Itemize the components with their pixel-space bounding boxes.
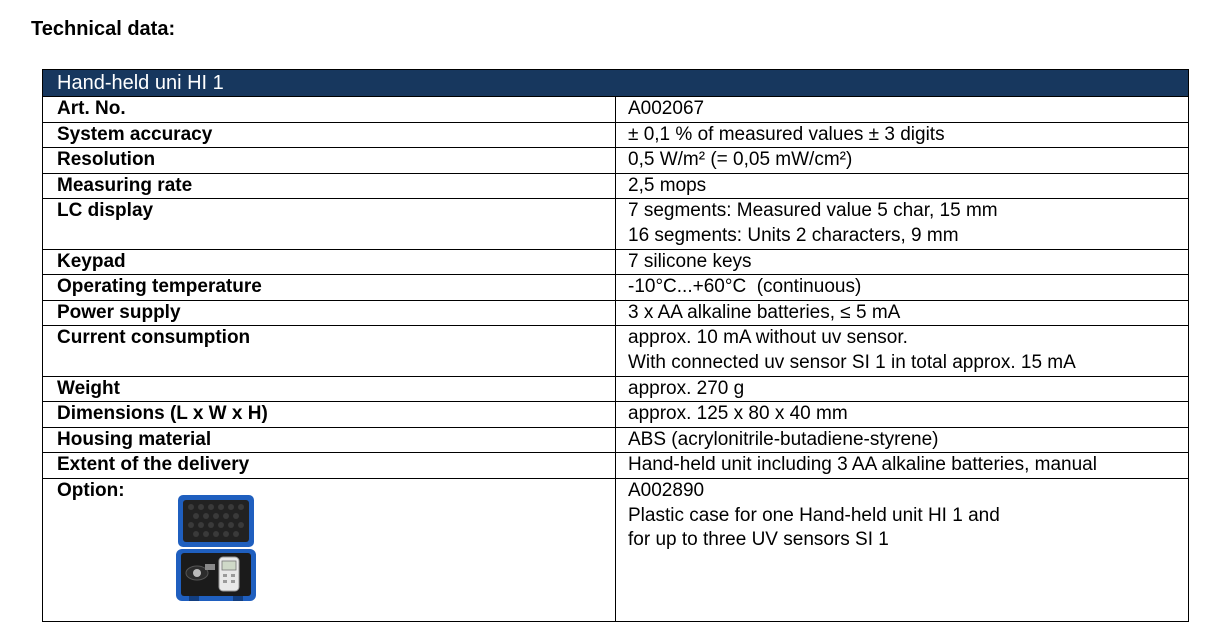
table-row bbox=[43, 453, 1189, 479]
table-row bbox=[43, 97, 1189, 123]
row-label-resolution: Resolution bbox=[43, 148, 616, 174]
value-line: With connected uv sensor SI 1 in total approx. 15 mA bbox=[628, 351, 1076, 373]
value-line: for up to three UV sensors SI 1 bbox=[628, 529, 889, 551]
table-title-row bbox=[43, 70, 1189, 97]
row-label-housing-material: Housing material bbox=[43, 427, 616, 453]
table-row bbox=[43, 376, 1189, 402]
row-value-power-supply bbox=[616, 300, 1189, 326]
row-label-art-no: Art. No. bbox=[43, 97, 616, 123]
row-label-weight: Weight bbox=[43, 376, 616, 402]
row-value-system-accuracy bbox=[616, 122, 1189, 148]
table-row bbox=[43, 478, 1189, 621]
table-row bbox=[43, 427, 1189, 453]
table-row bbox=[43, 173, 1189, 199]
table-row bbox=[43, 326, 1189, 376]
row-label-power-supply: Power supply bbox=[43, 300, 616, 326]
value-line: ± 0,1 % of measured values ± 3 digits bbox=[628, 123, 945, 145]
table-row bbox=[43, 199, 1189, 249]
value-line: approx. 270 g bbox=[628, 377, 745, 399]
row-value-keypad bbox=[616, 249, 1189, 275]
value-line: approx. 10 mA without uv sensor. bbox=[628, 327, 908, 349]
table-row bbox=[43, 122, 1189, 148]
row-label-lc-display: LC display bbox=[43, 199, 616, 249]
value-line: 0,5 W/m² (= 0,05 mW/cm²) bbox=[628, 149, 853, 171]
value-line: -10°C...+60°C (continuous) bbox=[628, 276, 862, 298]
row-label-system-accuracy: System accuracy bbox=[43, 122, 616, 148]
row-value-option bbox=[616, 478, 1189, 621]
carrying-case-image bbox=[175, 493, 257, 603]
page-heading: Technical data: bbox=[31, 18, 176, 40]
row-label-operating-temperature: Operating temperature bbox=[43, 275, 616, 301]
row-value-resolution bbox=[616, 148, 1189, 174]
row-label-keypad: Keypad bbox=[43, 249, 616, 275]
technical-data-table bbox=[42, 69, 1189, 622]
value-line: 3 x AA alkaline batteries, ≤ 5 mA bbox=[628, 301, 901, 323]
row-label-option bbox=[43, 478, 616, 621]
value-line: Plastic case for one Hand-held unit HI 1 and bbox=[628, 504, 1000, 526]
value-line: A002067 bbox=[628, 98, 705, 119]
row-value-lc-display bbox=[616, 199, 1189, 249]
row-label-current-consumption: Current consumption bbox=[43, 326, 616, 376]
value-line: 2,5 mops bbox=[628, 174, 707, 196]
table-row bbox=[43, 148, 1189, 174]
value-line: Hand-held unit including 3 AA alkaline batteries, manual bbox=[628, 454, 1097, 476]
row-label-measuring-rate: Measuring rate bbox=[43, 173, 616, 199]
row-value-art-no bbox=[616, 97, 1189, 123]
value-line: A002890 bbox=[628, 479, 705, 501]
table-row bbox=[43, 402, 1189, 428]
table-row bbox=[43, 275, 1189, 301]
value-line: 16 segments: Units 2 characters, 9 mm bbox=[628, 224, 959, 246]
row-value-current-consumption bbox=[616, 326, 1189, 376]
row-value-extent-of-delivery bbox=[616, 453, 1189, 479]
option-label: Option: bbox=[57, 479, 125, 501]
row-value-housing-material bbox=[616, 427, 1189, 453]
row-value-weight bbox=[616, 376, 1189, 402]
row-value-measuring-rate bbox=[616, 173, 1189, 199]
row-label-extent-of-delivery: Extent of the delivery bbox=[43, 453, 616, 479]
value-line: 7 silicone keys bbox=[628, 250, 752, 272]
table-title: Hand-held uni HI 1 bbox=[43, 70, 1189, 97]
table-row bbox=[43, 249, 1189, 275]
row-value-operating-temperature bbox=[616, 275, 1189, 301]
value-line: ABS (acrylonitrile-butadiene-styrene) bbox=[628, 428, 939, 450]
table-row bbox=[43, 300, 1189, 326]
value-line: 7 segments: Measured value 5 char, 15 mm bbox=[628, 200, 998, 222]
value-line: approx. 125 x 80 x 40 mm bbox=[628, 403, 848, 425]
row-label-dimensions: Dimensions (L x W x H) bbox=[43, 402, 616, 428]
row-value-dimensions bbox=[616, 402, 1189, 428]
